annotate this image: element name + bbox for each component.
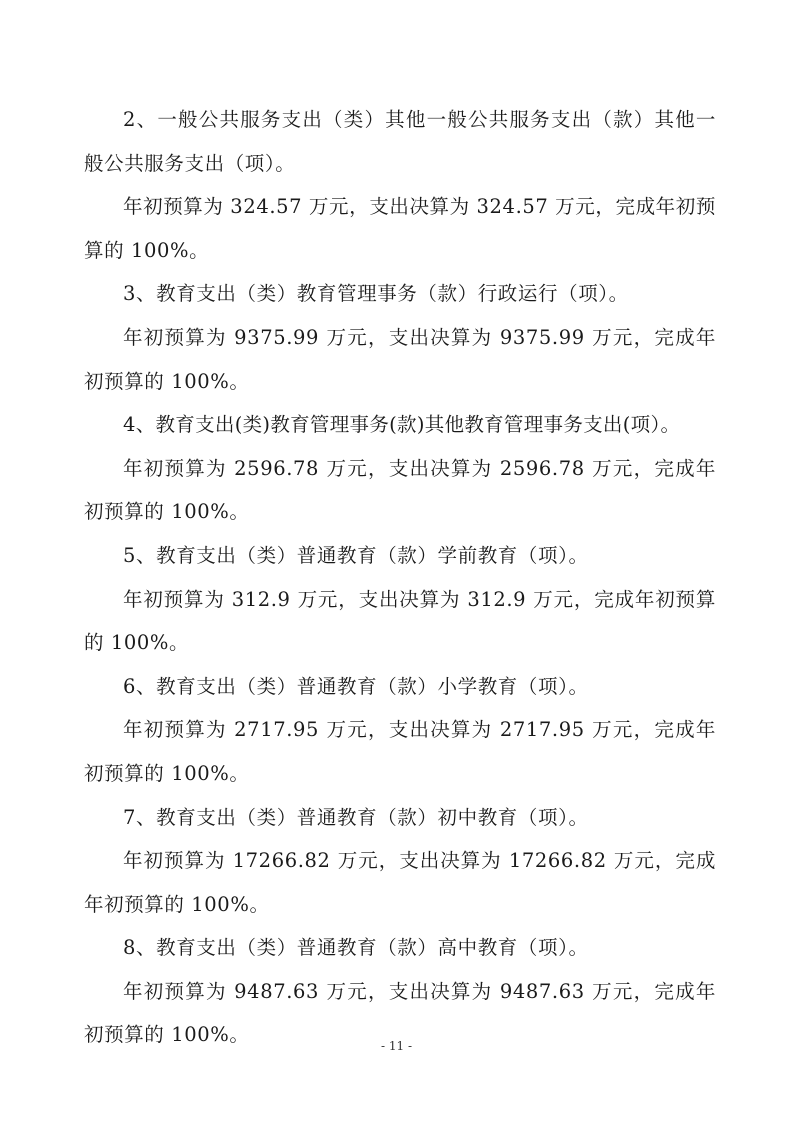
section-heading-3: 3、教育支出（类）教育管理事务（款）行政运行（项）。 bbox=[123, 282, 629, 306]
section-heading-8: 8、教育支出（类）普通教育（款）高中教育（项）。 bbox=[123, 936, 589, 960]
page-number: - 11 - bbox=[380, 1039, 412, 1053]
budget-text-7: 年初预算为 17266.82 万元，支出决算为 17266.82 万元，完成年初预算的 100%。 bbox=[84, 849, 716, 916]
budget-text-3: 年初预算为 9375.99 万元，支出决算为 9375.99 万元，完成年初预算的 100%。 bbox=[84, 325, 716, 393]
section-heading-4: 4、教育支出(类)教育管理事务(款)其他教育管理事务支出(项）。 bbox=[123, 413, 681, 437]
section-heading-6: 6、教育支出（类）普通教育（款）小学教育（项）。 bbox=[123, 674, 589, 698]
budget-text-8: 年初预算为 9487.63 万元，支出决算为 9487.63 万元，完成年初预算的 100%。 bbox=[84, 979, 716, 1047]
section-heading-2: 2、一般公共服务支出（类）其他一般公共服务支出（款）其他一般公共服务支出（项）。 bbox=[84, 108, 716, 175]
section-heading-7: 7、教育支出（类）普通教育（款）初中教育（项）。 bbox=[123, 805, 589, 829]
section-heading-5: 5、教育支出（类）普通教育（款）学前教育（项）。 bbox=[123, 543, 589, 567]
budget-text-4: 年初预算为 2596.78 万元，支出决算为 2596.78 万元，完成年初预算的 100%。 bbox=[84, 456, 716, 524]
budget-text-6: 年初预算为 2717.95 万元，支出决算为 2717.95 万元，完成年初预算的 100%。 bbox=[84, 718, 716, 785]
page-body bbox=[84, 98, 716, 1057]
budget-text-2: 年初预算为 324.57 万元，支出决算为 324.57 万元，完成年初预算的 100%。 bbox=[84, 195, 716, 262]
budget-text-5: 年初预算为 312.9 万元，支出决算为 312.9 万元，完成年初预算的 100%。 bbox=[84, 587, 716, 655]
